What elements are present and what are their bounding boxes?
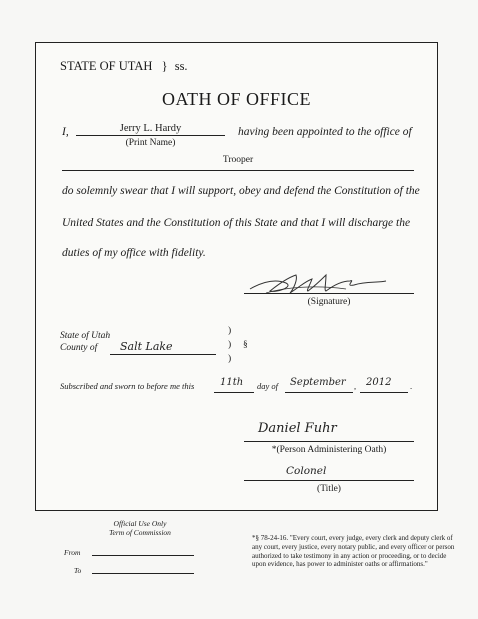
office-value: Trooper: [222, 155, 254, 165]
administrator-caption: *(Person Administering Oath): [271, 445, 387, 455]
day-value: 11th: [220, 377, 244, 388]
year-line: [360, 392, 408, 393]
title-value: Colonel: [286, 465, 327, 477]
from-label: From: [64, 548, 81, 557]
month-value: September: [290, 377, 346, 388]
oath-line-3: duties of my office with fidelity.: [62, 247, 206, 259]
state-label: State of Utah: [60, 331, 111, 341]
official-use-label: Official Use Only: [113, 519, 167, 528]
county-line: [110, 354, 216, 355]
name-line: [76, 135, 225, 136]
term-label: Term of Commission: [109, 528, 171, 537]
title-line: [244, 480, 414, 481]
period-mark: .: [410, 381, 413, 391]
signature-scrawl: [246, 271, 396, 299]
administrator-line: [244, 441, 414, 442]
bracket-middle: ): [228, 340, 232, 350]
day-of-label: day of: [257, 381, 279, 391]
county-label: County of: [60, 343, 98, 353]
state-header: [60, 59, 188, 74]
i-label: I,: [62, 126, 69, 138]
signature-caption: (Signature): [307, 297, 351, 307]
appointed-text: having been appointed to the office of: [238, 126, 412, 138]
bracket-top: ): [228, 326, 232, 336]
printed-name: Jerry L. Hardy: [119, 123, 182, 134]
comma-separator: ,: [354, 381, 357, 391]
state-line: STATE OF UTAH: [60, 59, 153, 73]
signature-line: [244, 293, 414, 294]
to-line: [92, 573, 194, 574]
print-name-caption: (Print Name): [125, 138, 176, 148]
brace-symbol: }: [161, 59, 168, 73]
title-caption: (Title): [317, 484, 341, 494]
bracket-bottom: ): [228, 354, 232, 364]
day-line: [214, 392, 254, 393]
year-value: 2012: [366, 377, 392, 388]
from-line: [92, 555, 194, 556]
section-symbol: §: [243, 340, 248, 350]
oath-form-frame: [35, 42, 438, 511]
subscribed-prefix: Subscribed and sworn to before me this: [60, 381, 195, 391]
to-label: To: [74, 566, 82, 575]
ss-label: ss.: [174, 59, 188, 73]
month-line: [285, 392, 353, 393]
oath-line-1: do solemnly swear that I will support, obey and defend the Constitution of the: [62, 185, 420, 197]
official-use-footer: [0, 511, 478, 619]
form-title: OATH OF OFFICE: [161, 89, 312, 109]
office-line: [62, 170, 414, 171]
oath-line-2: United States and the Constitution of this State and that I will discharge the: [62, 217, 411, 229]
statute-text: *§ 78-24-16. "Every court, every judge, every clerk and deputy clerk of any court, every justice, every notary public, and every officer or person authorized to take testimony in any action or proceeding, or to decide upon evidence, has power to administer oaths or affirmations.": [252, 534, 455, 569]
county-value: Salt Lake: [120, 340, 173, 353]
administrator-signature: Daniel Fuhr: [258, 421, 337, 436]
